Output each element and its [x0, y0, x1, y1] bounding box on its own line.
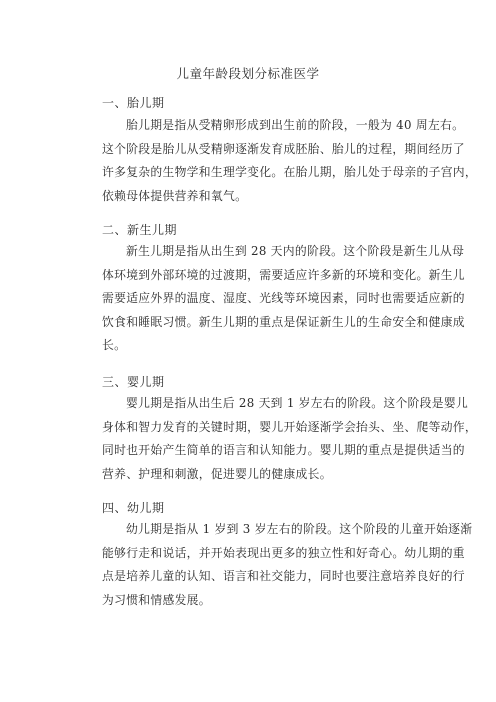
section-body-toddler	[102, 518, 473, 612]
section-heading-fetal: 一、胎儿期	[102, 96, 165, 110]
paragraph-line: 依赖母体提供营养和氧气。	[102, 188, 248, 203]
section-body-infant	[102, 392, 478, 486]
paragraph-line: 营养、护理和刺激，促进婴儿的健康成长。	[102, 466, 332, 481]
paragraph-line: 这个阶段是胎儿从受精卵逐渐发育成胚胎、胎儿的过程，期间经历了	[102, 141, 465, 156]
section-body-fetal	[102, 114, 478, 208]
paragraph-line: 能够行走和说话，并开始表现出更多的独立性和好奇心。幼儿期的重	[102, 545, 465, 560]
section-body-newborn	[102, 240, 465, 358]
paragraph-line: 长。	[102, 338, 127, 352]
paragraph-line: 胎儿期是指从受精卵形成到出生前的阶段，一般为 40 周左右。	[126, 118, 465, 132]
paragraph-line: 饮食和睡眠习惯。新生儿期的重点是保证新生儿的生命安全和健康成	[102, 314, 465, 329]
paragraph-line: 点是培养儿童的认知、语言和社交能力，同时也要注意培养良好的行	[102, 569, 465, 583]
section-heading-newborn: 二、新生儿期	[102, 223, 178, 237]
section-heading-toddler: 四、幼儿期	[102, 501, 165, 515]
paragraph-line: 需要适应外界的温度、湿度、光线等环境因素，同时也需要适应新的	[102, 291, 465, 305]
section-heading-infant: 三、婴儿期	[102, 375, 165, 389]
paragraph-line: 身体和智力发育的关键时期，婴儿开始逐渐学会抬头、坐、爬等动作，	[102, 419, 478, 434]
paragraph-line: 体环境到外部环境的过渡期，需要适应许多新的环境和变化。新生儿	[102, 267, 465, 282]
paragraph-line: 婴儿期是指从出生后 28 天到 1 岁左右的阶段。这个阶段是婴儿	[126, 396, 469, 410]
paragraph-line: 幼儿期是指从 1 岁到 3 岁左右的阶段。这个阶段的儿童开始逐渐	[126, 522, 473, 536]
paragraph-line: 为习惯和情感发展。	[102, 592, 211, 607]
paragraph-line: 同时也开始产生简单的语言和认知能力。婴儿期的重点是提供适当的	[102, 443, 465, 457]
document-title: 儿童年龄段划分标准医学	[176, 66, 320, 81]
paragraph-line: 新生儿期是指从出生到 28 天内的阶段。这个阶段是新生儿从母	[126, 244, 465, 258]
paragraph-line: 许多复杂的生物学和生理学变化。在胎儿期，胎儿处于母亲的子宫内，	[102, 165, 478, 179]
